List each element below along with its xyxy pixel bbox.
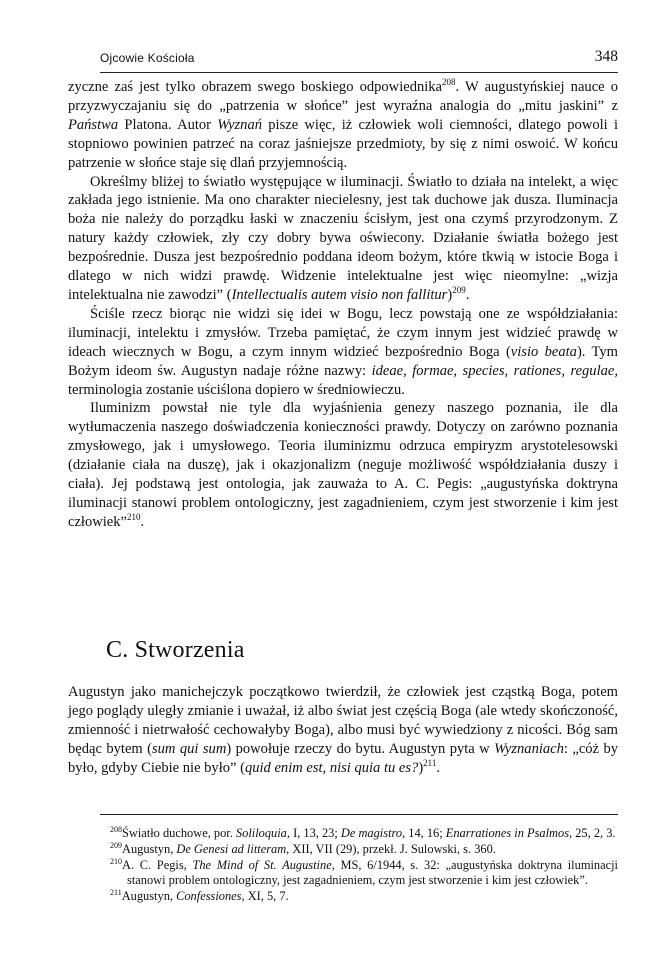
footnote: $^{208}$Światło duchowe, por. Soliloquia, I, 13, 23; De magistro, 14, 16; Enarrationes in Psalmos, 25, 2, 3.: [110, 825, 616, 840]
footnote-number: 211: [110, 888, 122, 898]
footnotes: [110, 826, 618, 905]
footnote: $^{211}$Augustyn, Confessiones, XI, 5, 7.: [110, 888, 289, 904]
running-title: Ojcowie Kościoła: [100, 51, 195, 65]
footnote: $^{209}$Augustyn, De Genesi ad litteram, XII, VII (29), przekł. J. Sulowski, s. 360.: [110, 840, 496, 856]
body-text-top: [68, 78, 618, 532]
footnote-ref[interactable]: 208: [442, 77, 456, 87]
page-number: 348: [594, 48, 618, 65]
footnote-ref[interactable]: 209: [452, 284, 466, 295]
body-text-bottom: [68, 683, 618, 778]
paragraph: Iluminizm powstał nie tyle dla wyjaśnienia genezy naszego poznania, ile dla wytłumaczenia naszego doświadczenia konieczności prawdy. Dotyczy on zarówno poznania zmysłowego, jak i umysłowego. Teoria iluminizmu odrzuca empiryzm arystotelesowski (działanie ciała na duszę), jak i okazjonalizm (neguje możliwość współdziałania duszy i ciała). Jej podstawą jest ontologia, jak zauważa to A. C. Pegis: „augustyńska doktryna iluminacji stanowi problem ontologiczny, jest zagadnieniem, czym jest stworzenie i kim jest człowiek”$^{210}$.: [68, 400, 618, 530]
footnote-number: 208: [110, 825, 122, 834]
footnote-divider: [100, 814, 618, 815]
footnote: $^{210}$A. C. Pegis, The Mind of St. Augustine, MS, 6/1944, s. 32: „augustyńska doktryna iluminacji stanowi problem ontologiczny, jest zagadnieniem, czym jest stworzenie i kim jest człowiek”.: [110, 856, 618, 888]
paragraph: Określmy bliżej to światło występujące w iluminacji. Światło to działa na intelekt, a więc zakłada jego istnienie. Ma ono charakter niecielesny, jest tak duchowe jak dusza. Iluminacja boża nie należy do porządku łaski w znaczeniu ścisłym, jest ona czymś przyrodzonym. Z natury każdy człowiek, zły czy dobry bywa oświecony. Działanie światła bożego jest bezpośrednie. Dusza jest bezpośrednio poddana ideom bożym, które tkwią w istocie Boga i dlatego w nich widzi prawdę. Widzenie intelektualne jest więc nieomylne: „wizja intelektualna nie zawodzi” (Intellectualis autem visio non fallitur)$^{209}$.: [68, 173, 618, 303]
paragraph: Augustyn jako manichejczyk początkowo twierdził, że człowiek jest cząstką Boga, potem jego poglądy uległy zmianie i uważał, iż albo świat jest częścią Boga (ale wtedy skończoność, zmienność i nietrwałość cechowałyby Boga), albo musi być wywiedziony z nicości. Bóg sam będąc bytem (sum qui sum) powołuje rzeczy do bytu. Augustyn pyta w Wyznaniach: „cóż by było, gdyby Ciebie nie było” (quid enim est, nisi quia tu es?)$^{211}$.: [68, 684, 618, 776]
footnote-number: 209: [110, 840, 122, 850]
footnote-number: 210: [110, 856, 122, 866]
paragraph: Ściśle rzecz biorąc nie widzi się idei w Bogu, lecz powstają one ze współdziałania: iluminacji, intelektu i zmysłów. Trzeba pamiętać, że czym innym jest widzieć prawdę w ideach wiecznych w Bogu, a czym innym widzieć bezpośrednio Boga (visio beata). Tym Bożym ideom św. Augustyn nadaje różne nazwy: ideae, formae, species, rationes, regulae, terminologia zostanie uściślona dopiero w średniowieczu.: [68, 305, 618, 398]
running-header: [100, 50, 618, 73]
section-heading: C. Stworzenia: [106, 637, 245, 663]
paragraph: zyczne zaś jest tylko obrazem swego boskiego odpowiednika$^{208}$. W augustyńskiej nauce o przyzwyczajaniu się do „patrzenia w słońce” jest wyraźna analogia do „mitu jaskini” z Państwa Platona. Autor Wyznań pisze więc, iż człowiek woli ciemności, dlatego powoli i stopniowo powinien patrzeć na coraz jaśniejsze przedmioty, by się z nimi oswoić. W końcu patrzenie w słońce staje się dlań przyjemnością.: [68, 77, 618, 171]
footnote-ref[interactable]: 210: [126, 511, 141, 522]
footnote-ref[interactable]: 211: [423, 757, 437, 768]
